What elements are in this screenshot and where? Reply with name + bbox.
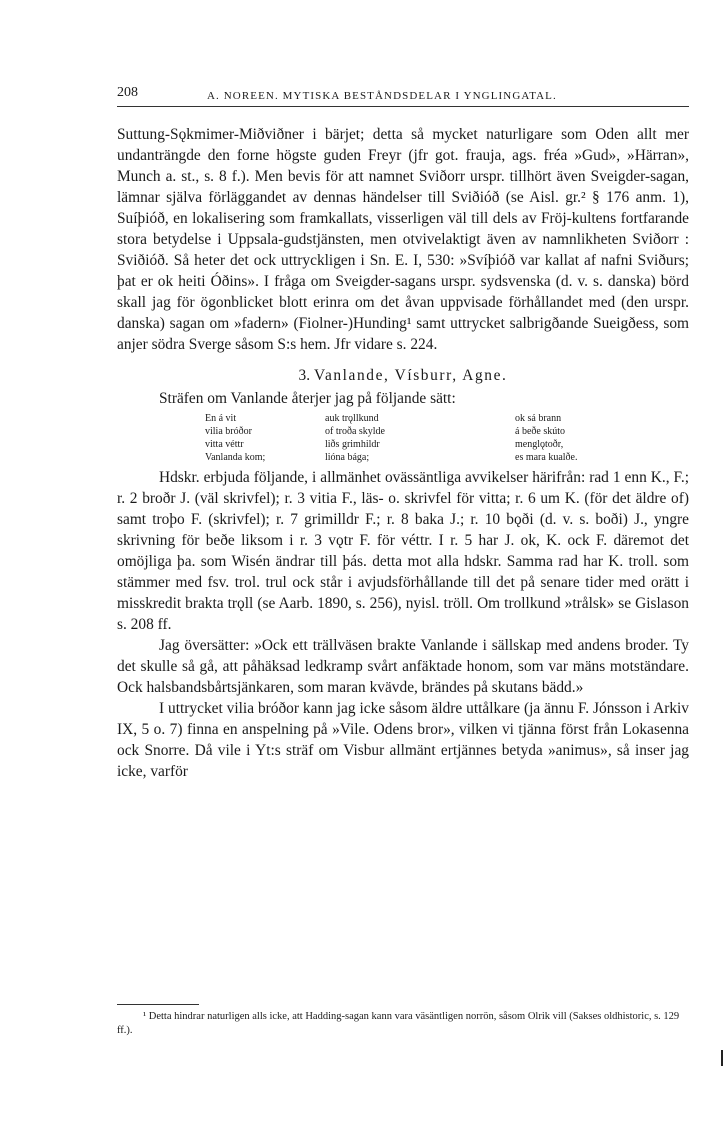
footnote: ¹ Detta hindrar naturligen alls icke, att Hadding-sagan kann vara väsäntligen norrön, såsom Olrik vill (Sakses oldhistoric, s. 129 ff.). (117, 1011, 680, 1036)
section-number: 3. (298, 367, 311, 384)
verse-intro: Sträfen om Vanlande återjer jag på följande sätt: (159, 390, 456, 407)
section-title: Vanlande, Vísburr, Agne. (313, 367, 508, 384)
verse-line: á beðe skúto (515, 426, 565, 437)
paragraph-4: I uttrycket vilia bróðor kann jag icke såsom äldre uttålkare (ja ännu F. Jónsson i Arkiv IX, 5 o. 7) finna en anspelning på »Vile. Odens bror», vilken vi tjänna först från Lokasenna ock Snorre. Då vile i Yt:s sträf om Visbur allmänt ertjännes betyda »animus», så inser jag icke, varför (117, 700, 689, 780)
verse-line: es mara kualðe. (515, 452, 578, 463)
paragraph-1: Suttung-Sǫkmimer-Miðviðner i bärjet; detta så mycket naturligare som Oden allt mer undanträngde den forne högste guden Freyr (jfr got. frauja, ags. fréa »Gud», »Härran», Munch a. st., s. 8 f.). Men bevis för att namnet Sviðorr urspr. tillhört även Sveigder-sagan, lämnar själva förläggandet av dennas händelser till Sviðióð (se Aisl. gr.² § 176 anm. 1), Suíþióð, en lokalisering som framkallats, visserligen väl till dels av Fröj-kultens fortfarande stora betydelse i Uppsala-gudstjänsten, men otvivelaktigt även av namnlikheten Sviðorr : Sviðióð. Så heter det ock uttryckligen i Sn. E. I, 530: »Svíþióð var kallat af nafni Sviðurs; þat er ok heiti Óðins». I fråga om Sveigder-sagans urspr. sydsvenska (d. v. s. danska) börd skall jag för ögonblicket blott erinra om det åvan uppvisade förhållandet med (den urspr. danska) sagan om »fadern» (Fiolner-)Hunding¹ samt uttrycket salbrigðande Sueigðess, som anjer södra Sverge såsom S:s hem. Jfr vidare s. 224. (117, 126, 689, 353)
section-heading (117, 365, 689, 386)
verse-line: menglǫtoðr, (515, 439, 564, 450)
verse-line: auk trǫllkund (325, 413, 379, 424)
verse-line: liðs grimhildr (325, 439, 380, 450)
verse-line: ok sá brann (515, 413, 562, 424)
verse-line: En á vit (205, 413, 237, 424)
paragraph-3: Jag översätter: »Ock ett trällväsen brakte Vanlande i sällskap med andens broder. Ty det skulle så gå, att påhäksad ledkramp svårt anfäktade honom, som var mäns motständare. Ock halsbandsbårtsjänkaren, som maran kvävde, brändes på skutans bädd.» (117, 637, 689, 696)
footnote-rule (117, 1004, 199, 1005)
verse-line: lióna bága; (325, 452, 370, 463)
header-rule (117, 106, 689, 107)
verse-block (205, 412, 689, 464)
page-number: 208 (117, 85, 138, 100)
verse-line: Vanlanda kom; (205, 452, 266, 463)
paragraph-2: Hdskr. erbjuda följande, i allmänhet ovässäntliga avvikelser härifrån: rad 1 enn K., F.; r. 2 broðr J. (väl skrivfel); r. 3 vitia F., läs- o. skrivfel för vitta; r. 6 um K. (för det äldre of) samt troþo F. (skrivfel); r. 7 grimilldr F.; r. 8 baka J.; r. 10 bǫði (d. v. s. boði) J., yngre skrivning för beðe liksom i r. 3 vǫtr F. för véttr. I r. 5 har J. ok, K. ock F. däremot det omöjliga þa. som Wisén ändrar till þás. detta mot alla hdskr. Samma rad har K. troll. som stämmer med fsv. trol. trul ock står i avjudsförhållande till det på senare tider med orätt i misskredit brakta trǫll (se Aarb. 1890, s. 256), nyisl. tröll. Om trollkund »trålsk» se Gislason s. 208 ff. (117, 469, 689, 633)
verse-line: of troða skylde (325, 426, 385, 437)
page-header (117, 85, 689, 105)
verse-line: vilia bróðor (205, 426, 252, 437)
running-title: A. NOREEN. MYTISKA BESTÅNDSDELAR I YNGLINGATAL. (207, 90, 557, 102)
body-text (117, 124, 689, 782)
scan-edge-mark (721, 1050, 723, 1066)
verse-line: vitta véttr (205, 439, 244, 450)
